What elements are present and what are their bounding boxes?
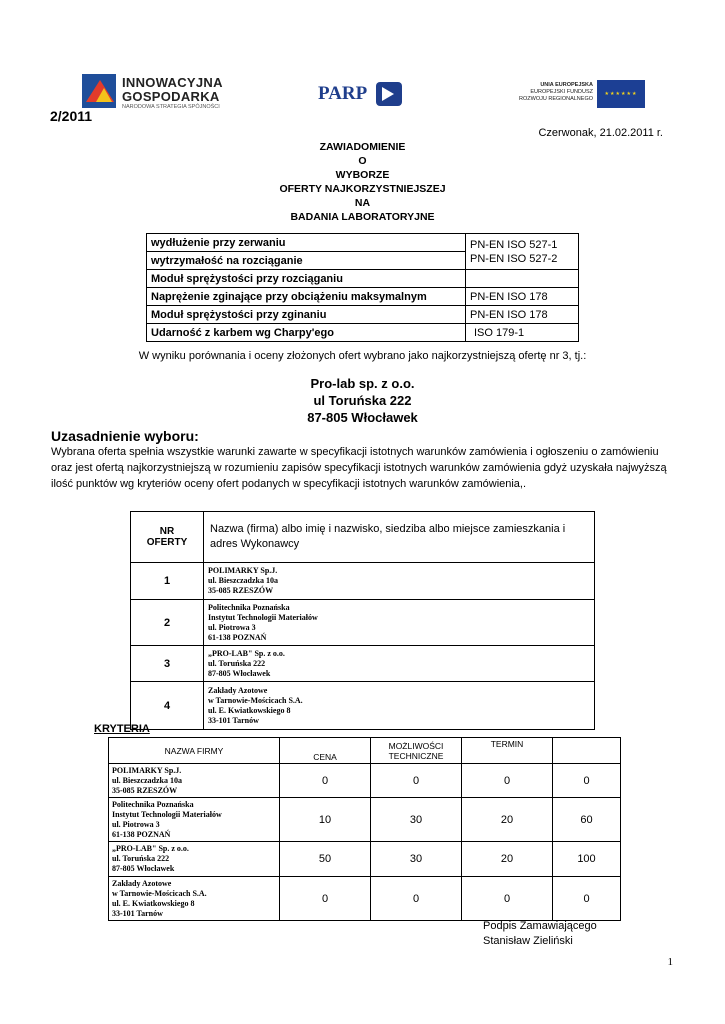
parp-logo-icon	[376, 82, 402, 106]
offer-number: 2	[131, 600, 204, 646]
header-total	[553, 738, 621, 764]
table-row	[147, 324, 579, 342]
test-standard	[466, 234, 579, 270]
score-total: 0	[553, 764, 621, 798]
title-line-4: OFERTY NAJKORZYSTNIEJSZEJ	[279, 183, 446, 195]
justification-heading: Uzasadnienie wyboru:	[51, 428, 199, 444]
table-row	[131, 563, 595, 600]
eu-logo	[510, 80, 645, 108]
table-row	[147, 306, 579, 324]
title-line-5: NA	[354, 197, 371, 209]
tests-table	[146, 233, 579, 342]
address-line: w Tarnowie-Mościcach S.A.	[112, 888, 207, 898]
header-contractor: Nazwa (firma) albo imię i nazwisko, siedziba albo miejsce zamieszkania i adres Wykonawcy	[204, 512, 595, 563]
offer-contractor	[204, 563, 595, 600]
table-header-row	[109, 738, 621, 764]
score-term: 0	[462, 764, 553, 798]
address-line: Politechnika Poznańska	[208, 602, 290, 612]
test-name: Naprężenie zginające przy obciążeniu maksymalnym	[147, 288, 466, 306]
test-name: Moduł sprężystości przy zginaniu	[147, 306, 466, 324]
winner-city: 87-805 Włocławek	[307, 410, 418, 425]
header-line: NR	[159, 526, 175, 537]
parp-logo-text: PARP	[318, 83, 368, 104]
address-line: ul. Toruńska 222	[208, 658, 266, 668]
address-line: 33-101 Tarnów	[112, 908, 163, 918]
table-row	[109, 842, 621, 877]
standard-line: PN-EN ISO 527-2	[470, 252, 558, 265]
title-line-3: WYBORZE	[335, 169, 390, 181]
criteria-heading: KRYTERIA	[94, 723, 150, 735]
eu-flag-icon: ★★★★★★	[597, 80, 645, 108]
criteria-firm	[109, 764, 280, 798]
score-price: 0	[280, 764, 371, 798]
score-price: 10	[280, 798, 371, 842]
eu-logo-line1: UNIA EUROPEJSKA	[540, 82, 593, 88]
table-row	[131, 600, 595, 646]
address-line: POLIMARKY Sp.J.	[208, 566, 278, 575]
header-line: MOŻLIWOŚCI	[388, 740, 444, 751]
header-price: CENA	[280, 738, 371, 764]
title-line-2: O	[358, 155, 367, 167]
address-line: 61-138 POZNAŃ	[208, 632, 267, 642]
test-standard	[466, 270, 579, 288]
test-name: wydłużenie przy zerwaniu	[147, 234, 466, 252]
header-firm: NAZWA FIRMY	[109, 738, 280, 764]
score-total: 60	[553, 798, 621, 842]
score-total: 100	[553, 842, 621, 877]
score-total: 0	[553, 877, 621, 921]
test-standard: PN-EN ISO 178	[466, 288, 579, 306]
score-technical: 0	[371, 877, 462, 921]
table-header-row	[131, 512, 595, 563]
address-line: ul. E. Kwiatkowskiego 8	[208, 705, 291, 715]
table-row	[109, 877, 621, 921]
address-line: Politechnika Poznańska	[112, 799, 194, 809]
table-row	[109, 798, 621, 842]
score-technical: 30	[371, 842, 462, 877]
offer-number: 3	[131, 646, 204, 682]
offer-contractor	[204, 646, 595, 682]
address-line: POLIMARKY Sp.J.	[112, 765, 182, 775]
test-standard: ISO 179-1	[466, 324, 579, 342]
address-line: w Tarnowie-Mościcach S.A.	[208, 695, 303, 705]
ig-logo-line2: GOSPODARKA	[122, 89, 220, 104]
header-offer-number	[131, 512, 204, 563]
signature-name: Stanisław Zieliński	[483, 935, 573, 947]
table-row	[147, 288, 579, 306]
ig-logo-line3: NARODOWA STRATEGIA SPÓJNOŚCI	[122, 104, 220, 110]
score-price: 0	[280, 877, 371, 921]
address-line: 61-138 POZNAŃ	[112, 829, 171, 839]
eu-logo-line2: EUROPEJSKI FUNDUSZ	[530, 89, 593, 95]
winner-street: ul Toruńska 222	[313, 393, 412, 408]
address-line: 33-101 Tarnów	[208, 715, 259, 725]
title-line-6: BADANIA LABORATORYJNE	[290, 211, 435, 223]
criteria-table	[108, 737, 621, 921]
address-line: ul. E. Kwiatkowskiego 8	[112, 898, 195, 908]
address-line: ul. Piotrowa 3	[112, 819, 160, 829]
standard-line: PN-EN ISO 527-1	[470, 238, 558, 251]
table-row	[131, 646, 595, 682]
ig-logo-icon	[82, 74, 116, 108]
test-name: Moduł sprężystości przy rozciąganiu	[147, 270, 466, 288]
address-line: 87-805 Włocławek	[112, 864, 175, 873]
score-technical: 30	[371, 798, 462, 842]
document-number: 2/2011	[50, 108, 93, 124]
address-line: „PRO-LAB" Sp. z o.o.	[208, 648, 285, 658]
score-term: 0	[462, 877, 553, 921]
table-row	[147, 270, 579, 288]
criteria-firm	[109, 798, 280, 842]
test-name: Udarność z karbem wg Charpy'ego	[147, 324, 466, 342]
address-line: ul. Piotrowa 3	[208, 622, 256, 632]
score-term: 20	[462, 798, 553, 842]
header-technical	[371, 738, 462, 764]
criteria-firm	[109, 842, 280, 877]
offer-contractor	[204, 682, 595, 730]
address-line: Instytut Technologii Materiałów	[208, 612, 318, 622]
offers-table	[130, 511, 595, 730]
ig-logo-line1: INNOWACYJNA	[122, 75, 223, 90]
innowacyjna-gospodarka-logo	[82, 74, 242, 116]
offer-number: 1	[131, 563, 204, 600]
score-technical: 0	[371, 764, 462, 798]
address-line: Zakłady Azotowe	[112, 878, 172, 888]
title-line-1: ZAWIADOMIENIE	[319, 141, 406, 153]
table-row	[131, 682, 595, 730]
address-line: Instytut Technologii Materiałów	[112, 809, 222, 819]
score-price: 50	[280, 842, 371, 877]
score-term: 20	[462, 842, 553, 877]
address-line: ul. Toruńska 222	[112, 854, 170, 863]
header-line: OFERTY	[146, 537, 188, 548]
signature-label: Podpis Zamawiającego	[483, 920, 597, 932]
table-row	[147, 234, 579, 252]
address-line: 87-805 Włocławek	[208, 668, 271, 678]
criteria-firm	[109, 877, 280, 921]
table-row	[109, 764, 621, 798]
address-line: 35-085 RZESZÓW	[112, 785, 178, 795]
test-standard: PN-EN ISO 178	[466, 306, 579, 324]
selection-intro: W wyniku porównania i oceny złożonych ofert wybrano jako najkorzystniejszą ofertę nr 3, tj.:	[138, 350, 587, 362]
eu-logo-line3: ROZWOJU REGIONALNEGO	[519, 96, 593, 102]
address-line: ul. Bieszczadzka 10a	[208, 576, 278, 585]
offer-number: 4	[131, 682, 204, 730]
test-name: wytrzymałość na rozciąganie	[147, 252, 466, 270]
header-term: TERMIN	[462, 738, 553, 764]
address-line: Zakłady Azotowe	[208, 685, 268, 695]
address-line: ul. Bieszczadzka 10a	[112, 775, 182, 785]
address-line: „PRO-LAB" Sp. z o.o.	[112, 844, 189, 853]
page-number: 1	[667, 956, 673, 968]
address-line: 35-085 RZESZÓW	[208, 586, 274, 595]
offer-contractor	[204, 600, 595, 646]
winner-name: Pro-lab sp. z o.o.	[310, 376, 415, 391]
parp-logo	[318, 80, 408, 110]
justification-text: Wybrana oferta spełnia wszystkie warunki zawarte w specyfikacji istotnych warunków zamówienia i ogłoszeniu o zamówieniu oraz jest ofertą najkorzystniejszą w rozumieniu zapisów specyfikacji istotnych warunków zamówienia gdyż uzyskała najwyższą ilość punktów wg kryteriów oceny ofert podanych w specyfikacji istotnych warunków zamówienia,.	[51, 446, 667, 490]
document-date: Czerwonak, 21.02.2011 r.	[538, 127, 663, 139]
header-line: TECHNICZNE	[388, 750, 444, 761]
